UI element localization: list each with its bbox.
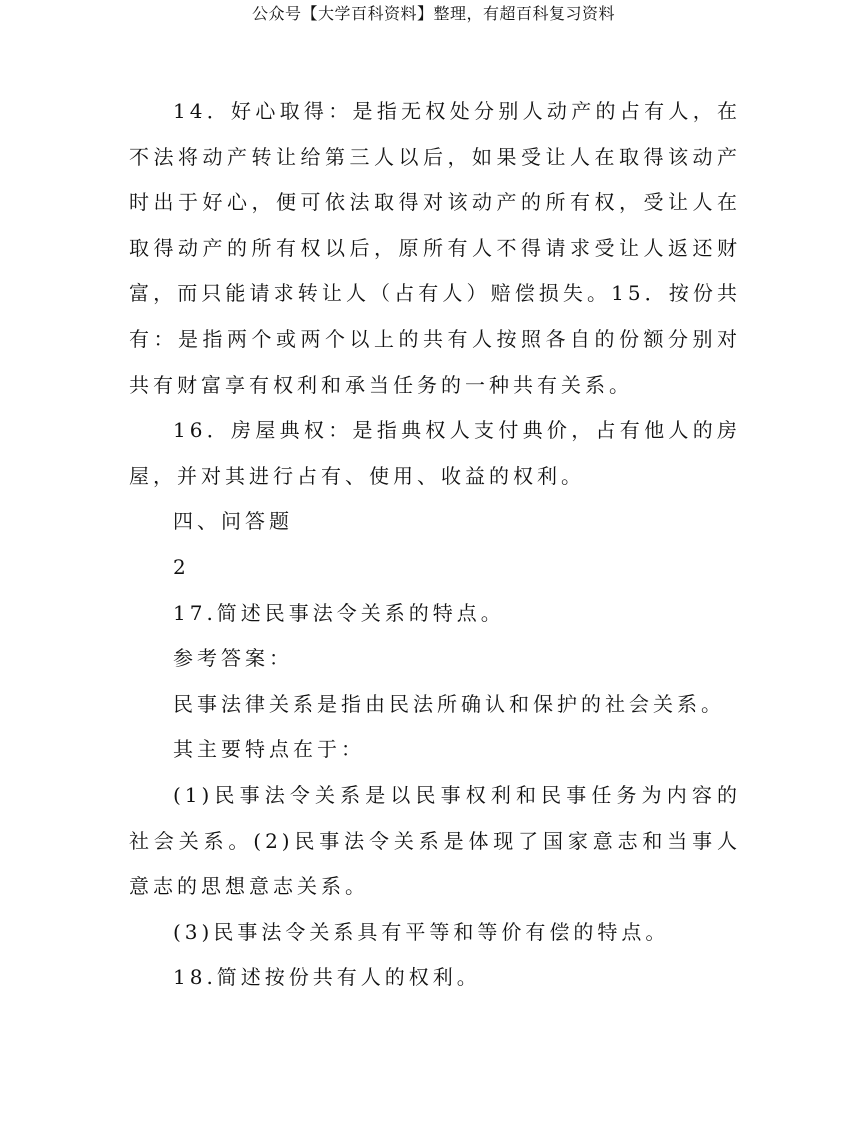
paragraph-16: 16．房屋典权：是指典权人支付典价，占有他人的房屋，并对其进行占有、使用、收益的权利。 (129, 418, 741, 488)
answer-intro: 民事法律关系是指由民法所确认和保护的社会关系。 (173, 691, 725, 716)
section-heading: 四、问答题 (173, 509, 293, 534)
question-18: 18.简述按份共有人的权利。 (173, 965, 481, 990)
document-body (129, 89, 741, 1001)
answer-label: 参考答案： (173, 646, 293, 671)
page-number: 2 (173, 554, 190, 579)
page-header: 公众号【大学百科资料】整理，有超百科复习资料 (251, 4, 615, 23)
feature-1-2: (1)民事法令关系是以民事权利和民事任务为内容的社会关系。(2)民事法令关系是体现了国家意志和当事人意志的思想意志关系。 (129, 782, 741, 899)
feature-3: (3)民事法令关系具有平等和等价有偿的特点。 (173, 919, 670, 944)
paragraph-14-15: 14．好心取得：是指无权处分别人动产的占有人，在不法将动产转让给第三人以后，如果受让人在取得该动产时出于好心，便可依法取得对该动产的所有权，受让人在取得动产的所有权以后，原所有人不得请求受让人返还财富，而只能请求转让人（占有人）赔偿损失。15．按份共有：是指两个或两个以上的共有人按照各自的份额分别对共有财富享有权利和承当任务的一种共有关系。 (129, 99, 741, 397)
question-17: 17.简述民事法令关系的特点。 (173, 600, 505, 625)
features-intro: 其主要特点在于： (173, 737, 365, 762)
